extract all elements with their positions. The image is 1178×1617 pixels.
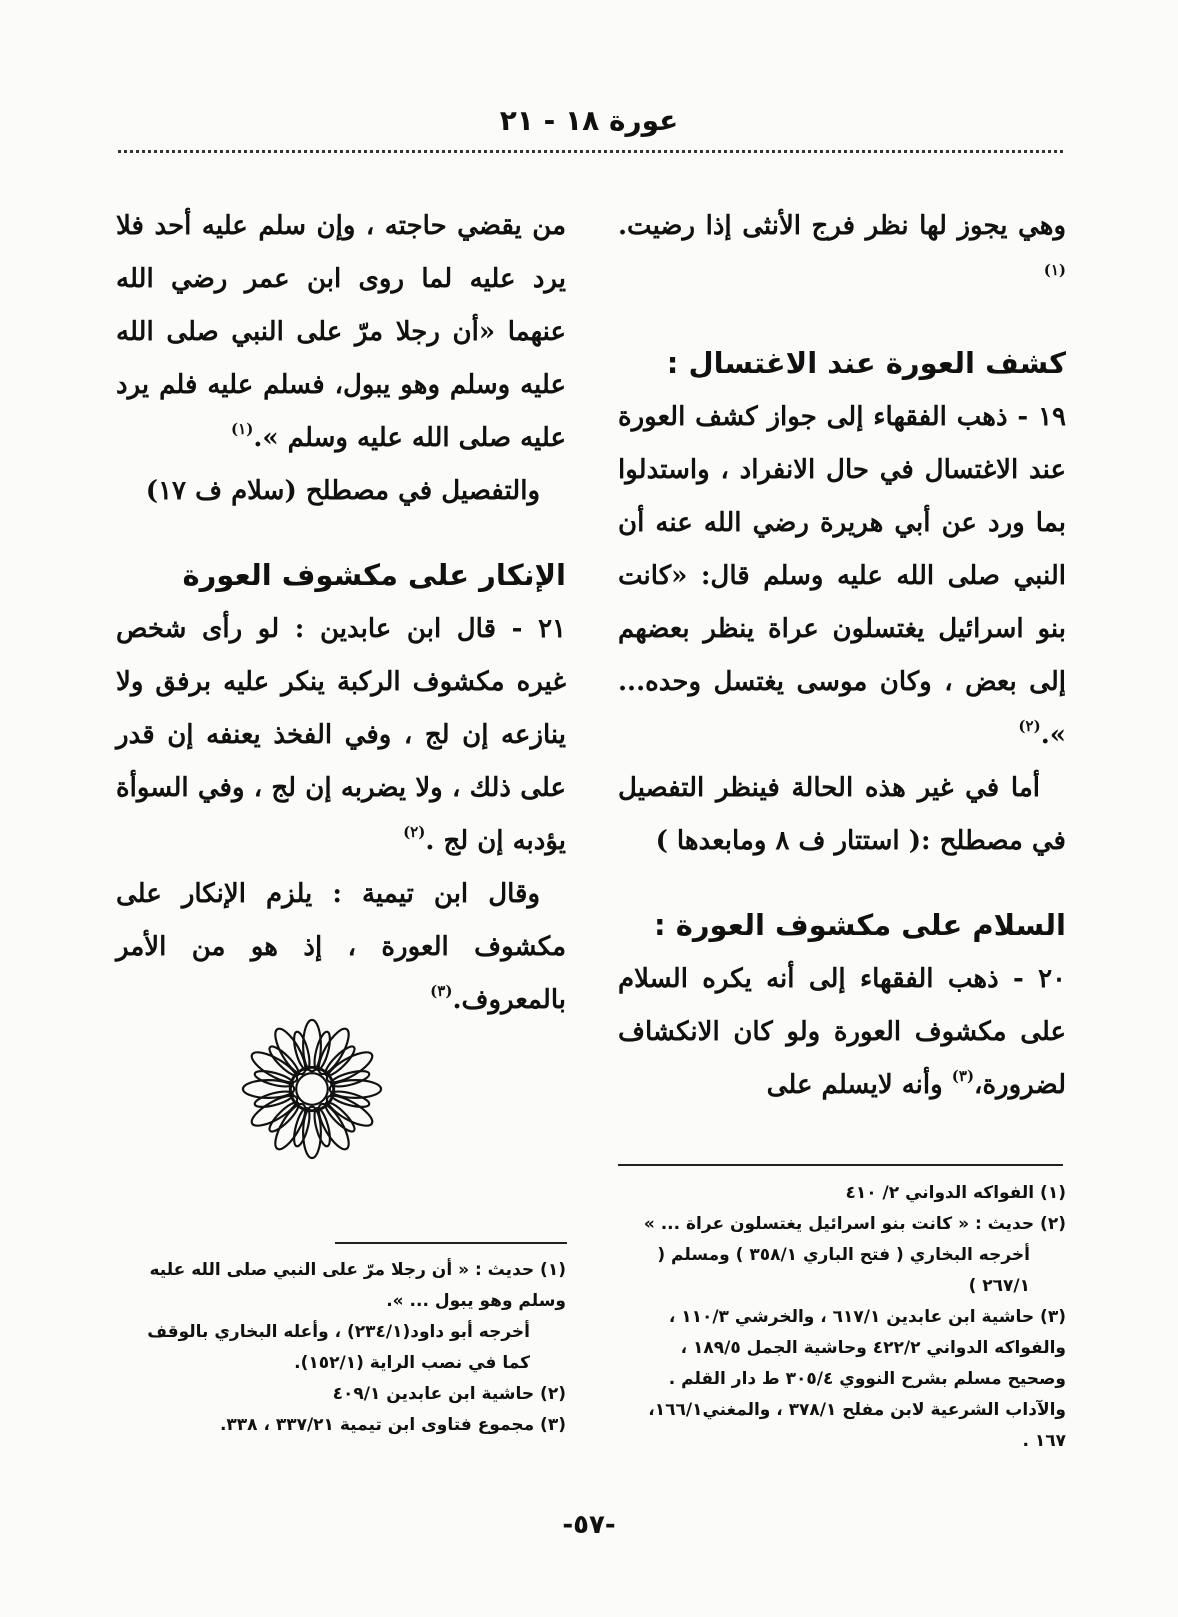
paragraph-20-reference: والتفصيل في مصطلح (سلام ف ١٧)	[145, 476, 540, 506]
footnote-item: (١) الفواكه الدواني ٢/ ٤١٠	[845, 1183, 1066, 1203]
footnote-ref: (١)	[231, 420, 254, 438]
header-divider	[118, 150, 1063, 153]
left-column	[116, 200, 566, 1027]
footnote-item: (٢) حديث : « كانت بنو اسرائيل يغتسلون عراة ... »	[643, 1214, 1066, 1234]
footnote-item: أخرجه أبو داود(٢٣٤/١) ، وأعله البخاري بالوقف كما في نصب الراية (١٥٢/١).	[147, 1322, 530, 1373]
footnote-divider	[335, 1242, 567, 1244]
footnote-ref: (١)	[1043, 261, 1066, 279]
footnote-item: (٣) مجموع فتاوى ابن تيمية ٣٣٧/٢١ ، ٣٣٨.	[219, 1415, 566, 1435]
footnote-item: (٢) حاشية ابن عابدين ٤٠٩/١	[332, 1384, 566, 1404]
paragraph-20: ٢٠ - ذهب الفقهاء إلى أنه يكره السلام على مكشوف العورة ولو كان الانكشاف لضرورة،$^{(٣)}$ وأنه لايسلم على	[618, 964, 1066, 1100]
section-heading-salam: السلام على مكشوف العورة :	[654, 908, 1066, 942]
footnote-ref: (٣)	[430, 982, 453, 1000]
footnote-ref: (٢)	[1018, 717, 1041, 735]
footnotes-left	[116, 1255, 566, 1441]
floral-rosette-icon	[238, 1015, 386, 1163]
paragraph-21b: وقال ابن تيمية : يلزم الإنكار على مكشوف العورة ، إذ هو من الأمر بالمعروف.$^{(٣)}$	[116, 879, 566, 1015]
footnote-divider	[618, 1164, 1063, 1166]
right-column	[618, 200, 1066, 1112]
paragraph-intro: وهي يجوز لها نظر فرج الأنثى إذا رضيت.$^{(١)}$	[618, 211, 1066, 279]
footnote-item: أخرجه البخاري ( فتح الباري ٣٥٨/١ ) ومسلم ( ٢٦٧/١ )	[657, 1245, 1030, 1296]
footnote-ref: (٢)	[403, 823, 426, 841]
running-head: عورة ١٨ - ٢١	[499, 104, 679, 137]
page-number: -٥٧-	[562, 1510, 616, 1540]
footnote-item: (١) حديث : « أن رجلا مرّ على النبي صلى الله عليه وسلم وهو يبول ... ».	[149, 1260, 566, 1311]
section-heading-inkar: الإنكار على مكشوف العورة	[182, 558, 566, 592]
paragraph-20-continued: من يقضي حاجته ، وإن سلم عليه أحد فلا يرد عليه لما روى ابن عمر رضي الله عنهما «أن رجلا مرّ على النبي صلى الله عليه وسلم وهو يبول، فسلم عليه فلم يرد عليه صلى الله عليه وسلم ».$^{(١)}$	[116, 211, 566, 453]
section-heading-ghusl: كشف العورة عند الاغتسال :	[666, 346, 1066, 380]
footnotes-right	[618, 1178, 1066, 1457]
footnote-item: (٣) حاشية ابن عابدين ٦١٧/١ ، والخرشي ١١٠/٣ ، والفواكه الدواني ٤٢٢/٢ وحاشية الجمل ١٨٩/٥ ، وصحيح مسلم بشرح النووي ٣٠٥/٤ ط دار القلم . والآداب الشرعية لابن مفلح ٣٧٨/١ ، والمغني١٦٦/١، ١٦٧ .	[648, 1307, 1066, 1451]
paragraph-19: ١٩ - ذهب الفقهاء إلى جواز كشف العورة عند الاغتسال في حال الانفراد ، واستدلوا بما ورد عن أبي هريرة رضي الله عنه أن النبي صلى الله عليه وسلم قال: «كانت بنو اسرائيل يغتسلون عراة ينظر بعضهم إلى بعض ، وكان موسى يغتسل وحده... ».$^{(٢)}$	[618, 402, 1066, 750]
paragraph-19b: أما في غير هذه الحالة فينظر التفصيل في مصطلح :( استتار ف ٨ ومابعدها )	[618, 773, 1066, 856]
paragraph-21: ٢١ - قال ابن عابدين : لو رأى شخص غيره مكشوف الركبة ينكر عليه برفق ولا ينازعه إن لج ، وفي الفخذ يعنفه إن قدر على ذلك ، ولا يضربه إن لج ، وفي السوأة يؤدبه إن لج .$^{(٢)}$	[116, 614, 566, 856]
footnote-ref: (٣)	[951, 1067, 975, 1085]
